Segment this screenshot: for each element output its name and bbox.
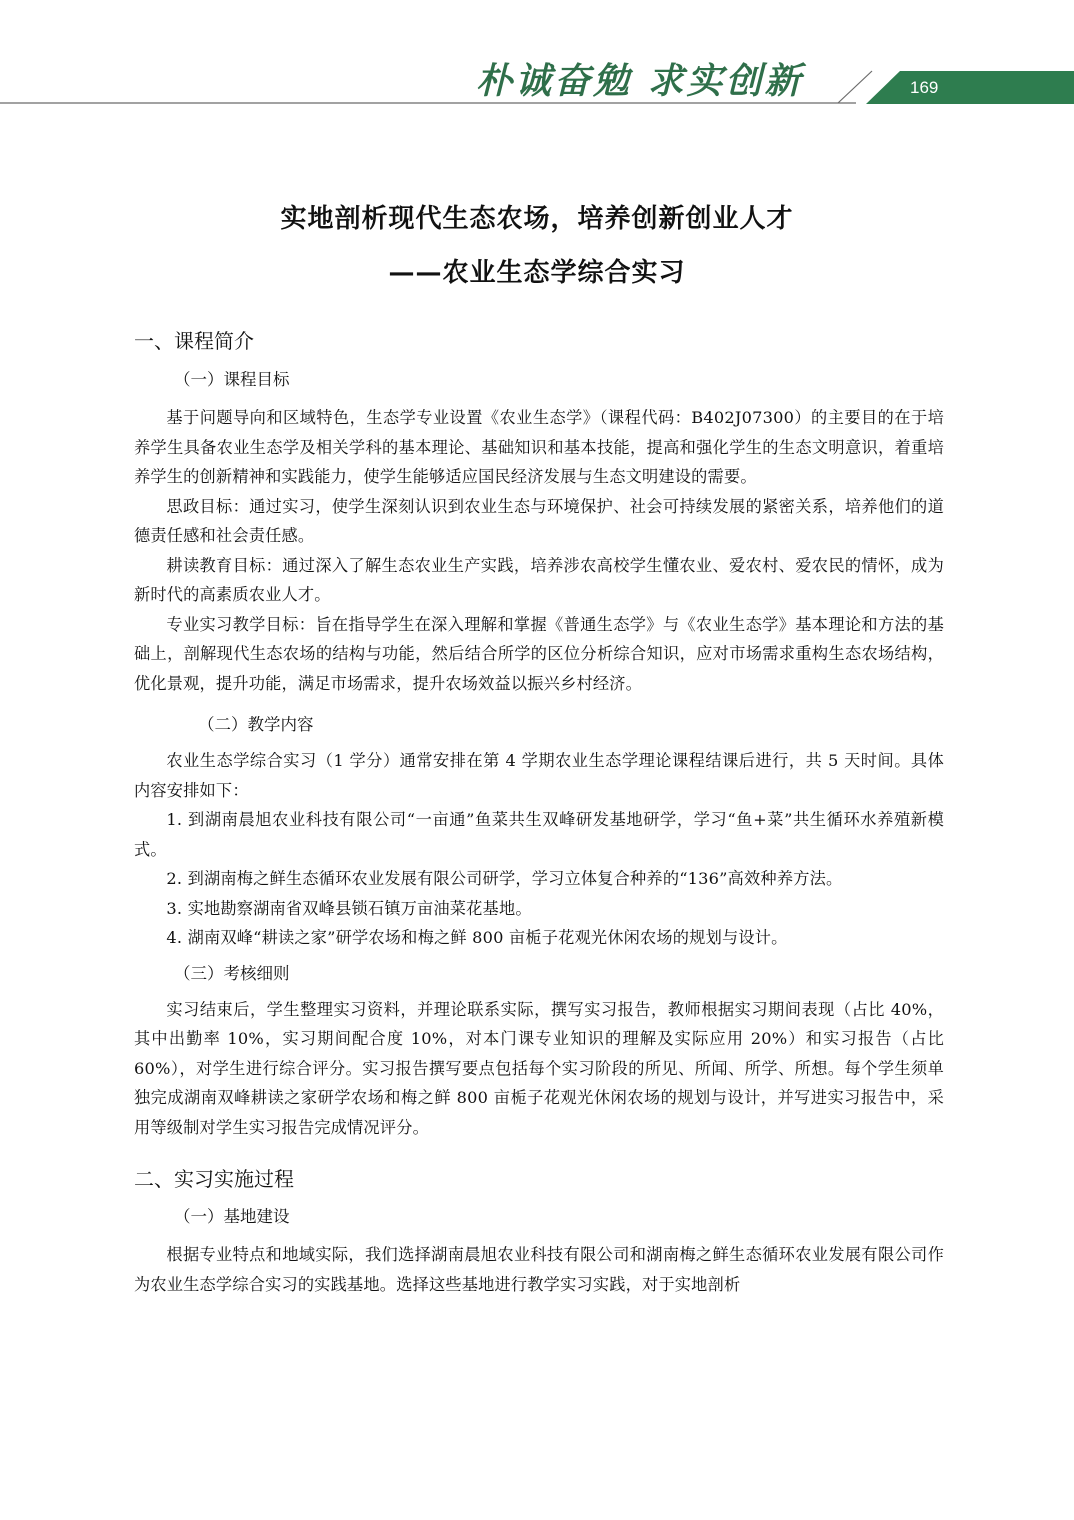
page-number: 169: [910, 78, 939, 97]
page-header: [0, 0, 1074, 110]
paragraph: 根据专业特点和地域实际，我们选择湖南晨旭农业科技有限公司和湖南梅之鲜生态循环农业发展有限公司作为农业生态学综合实习的实践基地。选择这些基地进行教学实习实践，对于实地剖析: [134, 1245, 944, 1294]
list-item: 3. 实地勘察湖南省双峰县锁石镇万亩油菜花基地。: [166, 898, 532, 918]
paragraph: 农业生态学综合实习（1 学分）通常安排在第 4 学期农业生态学理论课程结课后进行，共 5 天时间。具体内容安排如下：: [134, 751, 944, 800]
list-item: 2. 到湖南梅之鲜生态循环农业发展有限公司研学，学习立体复合种养的“136”高效种养方法。: [166, 869, 843, 888]
list-item: 4. 湖南双峰“耕读之家”研学农场和梅之鲜 800 亩栀子花观光休闲农场的规划与设计。: [166, 928, 788, 947]
paragraph: 实习结束后，学生整理实习资料，并理论联系实际，撰写实习报告，教师根据实习期间表现（占比 40%，其中出勤率 10%，实习期间配合度 10%，对本门课专业知识的理解及实际应用 20%）和实习报告（占比 60%），对学生进行综合评分。实习报告撰写要点包括每个实习阶段的所见、所闻、所学、所想。每个学生须单独完成湖南双峰耕读之家研学农场和梅之鲜 800 亩栀子花观光休闲农场的规划与设计，并写进实习报告中，采用等级制对学生实习报告完成情况评分。: [134, 999, 944, 1137]
paragraph: 基于问题导向和区域特色，生态学专业设置《农业生态学》（课程代码：B402J07300）的主要目的在于培养学生具备农业生态学及相关学科的基本理论、基础知识和基本技能，提高和强化学生的生态文明意识，着重培养学生的创新精神和实践能力，使学生能够适应国民经济发展与生态文明建设的需要。: [134, 408, 944, 486]
subsection-heading: （一）基地建设: [174, 1207, 290, 1226]
list-item: 1. 到湖南晨旭农业科技有限公司“一亩通”鱼菜共生双峰研发基地研学，学习“鱼+菜”共生循环水养殖新模式。: [134, 810, 944, 859]
title-line-2: ——农业生态学综合实习: [388, 258, 686, 288]
header-motto: 朴诚奋勉 求实创新: [476, 60, 804, 102]
document-body: [134, 322, 944, 1299]
header-slash: [838, 71, 872, 103]
section-heading: 二、实习实施过程: [134, 1167, 294, 1191]
paragraph: 专业实习教学目标：旨在指导学生在深入理解和掌握《普通生态学》与《农业生态学》基本理论和方法的基础上，剖解现代生态农场的结构与功能，然后结合所学的区位分析综合知识，应对市场需求重构生态农场结构，优化景观，提升功能，满足市场需求，提升农场效益以振兴乡村经济。: [134, 614, 944, 693]
subsection-heading: （三）考核细则: [174, 963, 290, 983]
paragraph: 思政目标：通过实习，使学生深刻认识到农业生态与环境保护、社会可持续发展的紧密关系，培养他们的道德责任感和社会责任感。: [134, 496, 944, 545]
title-line-1: 实地剖析现代生态农场，培养创新创业人才: [280, 204, 794, 234]
subsection-heading: （一）课程目标: [174, 370, 290, 389]
subsection-heading: （二）教学内容: [198, 715, 314, 734]
section-heading: 一、课程简介: [134, 329, 254, 353]
document-title: [0, 192, 1074, 300]
paragraph: 耕读教育目标：通过深入了解生态农业生产实践，培养涉农高校学生懂农业、爱农村、爱农民的情怀，成为新时代的高素质农业人才。: [134, 555, 944, 604]
